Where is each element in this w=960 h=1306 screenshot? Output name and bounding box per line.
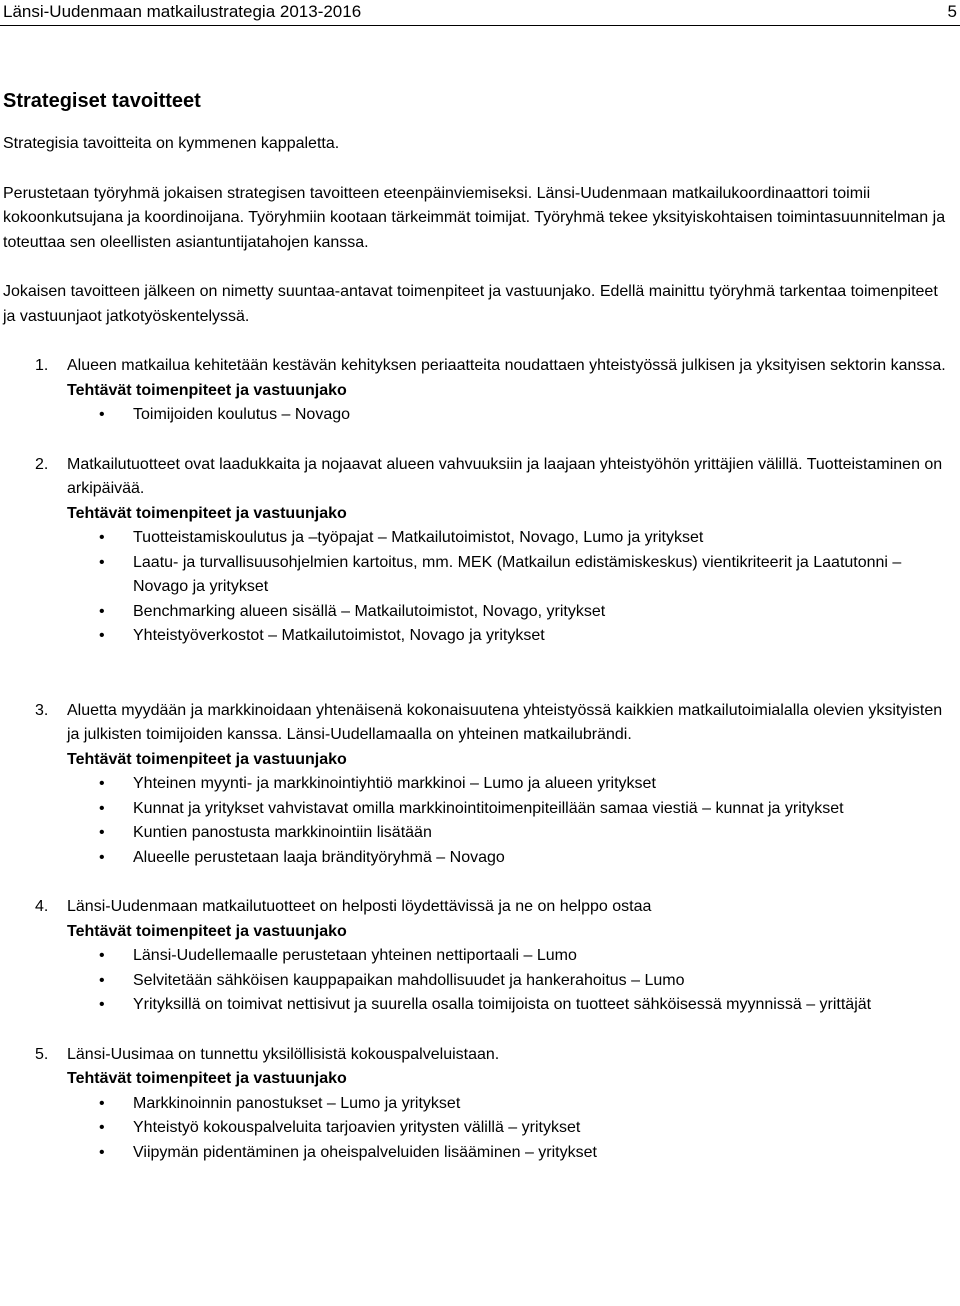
bullet-icon: • bbox=[99, 996, 105, 1013]
goal-number: 3. bbox=[35, 701, 49, 719]
action-item bbox=[67, 624, 951, 649]
action-list bbox=[67, 772, 951, 870]
goal-number: 1. bbox=[35, 357, 49, 374]
action-item bbox=[67, 944, 951, 969]
tasks-label: Tehtävät toimenpiteet ja vastuunjako bbox=[67, 1070, 347, 1087]
goal-item bbox=[3, 354, 951, 428]
bullet-icon: • bbox=[99, 1143, 105, 1161]
action-text: Laatu- ja turvallisuusohjelmien kartoitus, mm. MEK (Matkailun edistämiskeskus) vientikriteerit ja Laatutonni – Novago ja yritykset bbox=[133, 553, 902, 595]
bullet-icon: • bbox=[99, 799, 105, 817]
bullet-icon: • bbox=[99, 627, 105, 644]
action-list bbox=[67, 403, 951, 428]
bullet-icon: • bbox=[99, 529, 105, 546]
action-text: Toimijoiden koulutus – Novago bbox=[133, 406, 351, 423]
action-item bbox=[67, 821, 951, 846]
page-number: 5 bbox=[947, 2, 957, 21]
bullet-icon: • bbox=[99, 971, 105, 989]
goal-text: Aluetta myydään ja markkinoidaan yhtenäisenä kokonaisuutena yhteistyössä kaikkien matkailutoimialalla olevien yksityisten ja julkisten toimijoiden kanssa. Länsi-Uudellamaalla on yhteinen matkailubrändi. bbox=[67, 701, 943, 743]
goal-number: 5. bbox=[35, 1045, 49, 1063]
action-item bbox=[67, 1092, 951, 1117]
action-list bbox=[67, 526, 951, 649]
action-item bbox=[67, 797, 951, 822]
responsibility-paragraph: Jokaisen tavoitteen jälkeen on nimetty suuntaa-antavat toimenpiteet ja vastuunjako. Edellä mainittu työryhmä tarkentaa toimenpiteet ja vastuunjaot jatkotyöskentelyssä. bbox=[3, 283, 938, 325]
action-item bbox=[67, 526, 951, 551]
tasks-label: Tehtävät toimenpiteet ja vastuunjako bbox=[67, 922, 347, 940]
goal-item bbox=[3, 453, 951, 649]
goal-item bbox=[3, 1043, 951, 1166]
action-text: Yhteistyöverkostot – Matkailutoimistot, Novago ja yritykset bbox=[133, 627, 545, 644]
action-text: Kunnat ja yritykset vahvistavat omilla markkinointitoimenpiteillään samaa viestiä – kunnat ja yritykset bbox=[133, 799, 844, 817]
action-text: Alueelle perustetaan laaja brändityöryhmä – Novago bbox=[133, 848, 505, 866]
goal-number: 4. bbox=[35, 898, 49, 915]
page-header bbox=[0, 0, 960, 30]
goal-number: 2. bbox=[35, 455, 49, 473]
bullet-icon: • bbox=[99, 775, 105, 792]
action-list bbox=[67, 1092, 951, 1166]
bullet-icon: • bbox=[99, 1119, 105, 1136]
action-item bbox=[67, 1116, 951, 1141]
bullet-icon: • bbox=[99, 824, 105, 841]
section-heading: Strategiset tavoitteet bbox=[3, 90, 201, 112]
goal-text: Matkailutuotteet ovat laadukkaita ja nojaavat alueen vahvuuksiin ja laajaan yhteistyöhön yrittäjien välillä. Tuotteistaminen on arkipäivää. bbox=[67, 455, 943, 497]
tasks-label: Tehtävät toimenpiteet ja vastuunjako bbox=[67, 381, 347, 399]
goal-item bbox=[3, 895, 951, 1018]
action-list bbox=[67, 944, 951, 1018]
goal-text: Länsi-Uudenmaan matkailutuotteet on helposti löydettävissä ja ne on helppo ostaa bbox=[67, 898, 652, 915]
page-content bbox=[3, 88, 951, 1165]
header-divider bbox=[0, 25, 960, 26]
action-item bbox=[67, 1141, 951, 1166]
goal-text: Alueen matkailua kehitetään kestävän kehityksen periaatteita noudattaen yhteistyössä julkisen ja yksityisen sektorin kanssa. bbox=[67, 357, 946, 374]
goals-list bbox=[3, 354, 951, 1165]
tasks-label: Tehtävät toimenpiteet ja vastuunjako bbox=[67, 750, 347, 768]
workgroup-paragraph: Perustetaan työryhmä jokaisen strategisen tavoitteen eteenpäinviemiseksi. Länsi-Uudenmaan matkailukoordinaattori toimii kokoonkutsujana ja koordinoijana. Työryhmiin kootaan tärkeimmät toimijat. Työryhmä tekee yksityiskohtaisen toimintasuunnitelman ja toteuttaa sen oleellisten asiantuntijatahojen kanssa. bbox=[3, 184, 946, 251]
goal-text: Länsi-Uusimaa on tunnettu yksilöllisistä kokouspalveluistaan. bbox=[67, 1045, 500, 1063]
action-item bbox=[67, 772, 951, 797]
action-text: Selvitetään sähköisen kauppapaikan mahdollisuudet ja hankerahoitus – Lumo bbox=[133, 971, 685, 989]
action-text: Yhteistyö kokouspalveluita tarjoavien yritysten välillä – yritykset bbox=[133, 1119, 581, 1136]
action-item bbox=[67, 403, 951, 428]
action-text: Tuotteistamiskoulutus ja –työpajat – Matkailutoimistot, Novago, Lumo ja yritykset bbox=[133, 529, 704, 546]
action-text: Viipymän pidentäminen ja oheispalveluiden lisääminen – yritykset bbox=[133, 1143, 597, 1161]
bullet-icon: • bbox=[99, 553, 105, 571]
action-item bbox=[67, 969, 951, 994]
action-text: Benchmarking alueen sisällä – Matkailutoimistot, Novago, yritykset bbox=[133, 602, 606, 620]
intro-paragraph: Strategisia tavoitteita on kymmenen kappaletta. bbox=[3, 135, 340, 152]
bullet-icon: • bbox=[99, 406, 105, 423]
action-text: Markkinoinnin panostukset – Lumo ja yritykset bbox=[133, 1094, 461, 1112]
bullet-icon: • bbox=[99, 947, 105, 964]
action-item bbox=[67, 600, 951, 625]
action-item bbox=[67, 846, 951, 871]
action-text: Yrityksillä on toimivat nettisivut ja suurella osalla toimijoista on tuotteet sähköisessä myynnissä – yrittäjät bbox=[133, 996, 872, 1013]
action-item bbox=[67, 993, 951, 1018]
bullet-icon: • bbox=[99, 848, 105, 866]
action-item bbox=[67, 551, 951, 600]
bullet-icon: • bbox=[99, 602, 105, 620]
tasks-label: Tehtävät toimenpiteet ja vastuunjako bbox=[67, 504, 347, 522]
action-text: Kuntien panostusta markkinointiin lisätään bbox=[133, 824, 432, 841]
action-text: Länsi-Uudellemaalle perustetaan yhteinen nettiportaali – Lumo bbox=[133, 947, 577, 964]
goal-item bbox=[3, 699, 951, 871]
bullet-icon: • bbox=[99, 1094, 105, 1112]
document-title: Länsi-Uudenmaan matkailustrategia 2013-2016 bbox=[3, 2, 362, 21]
action-text: Yhteinen myynti- ja markkinointiyhtiö markkinoi – Lumo ja alueen yritykset bbox=[133, 775, 656, 792]
